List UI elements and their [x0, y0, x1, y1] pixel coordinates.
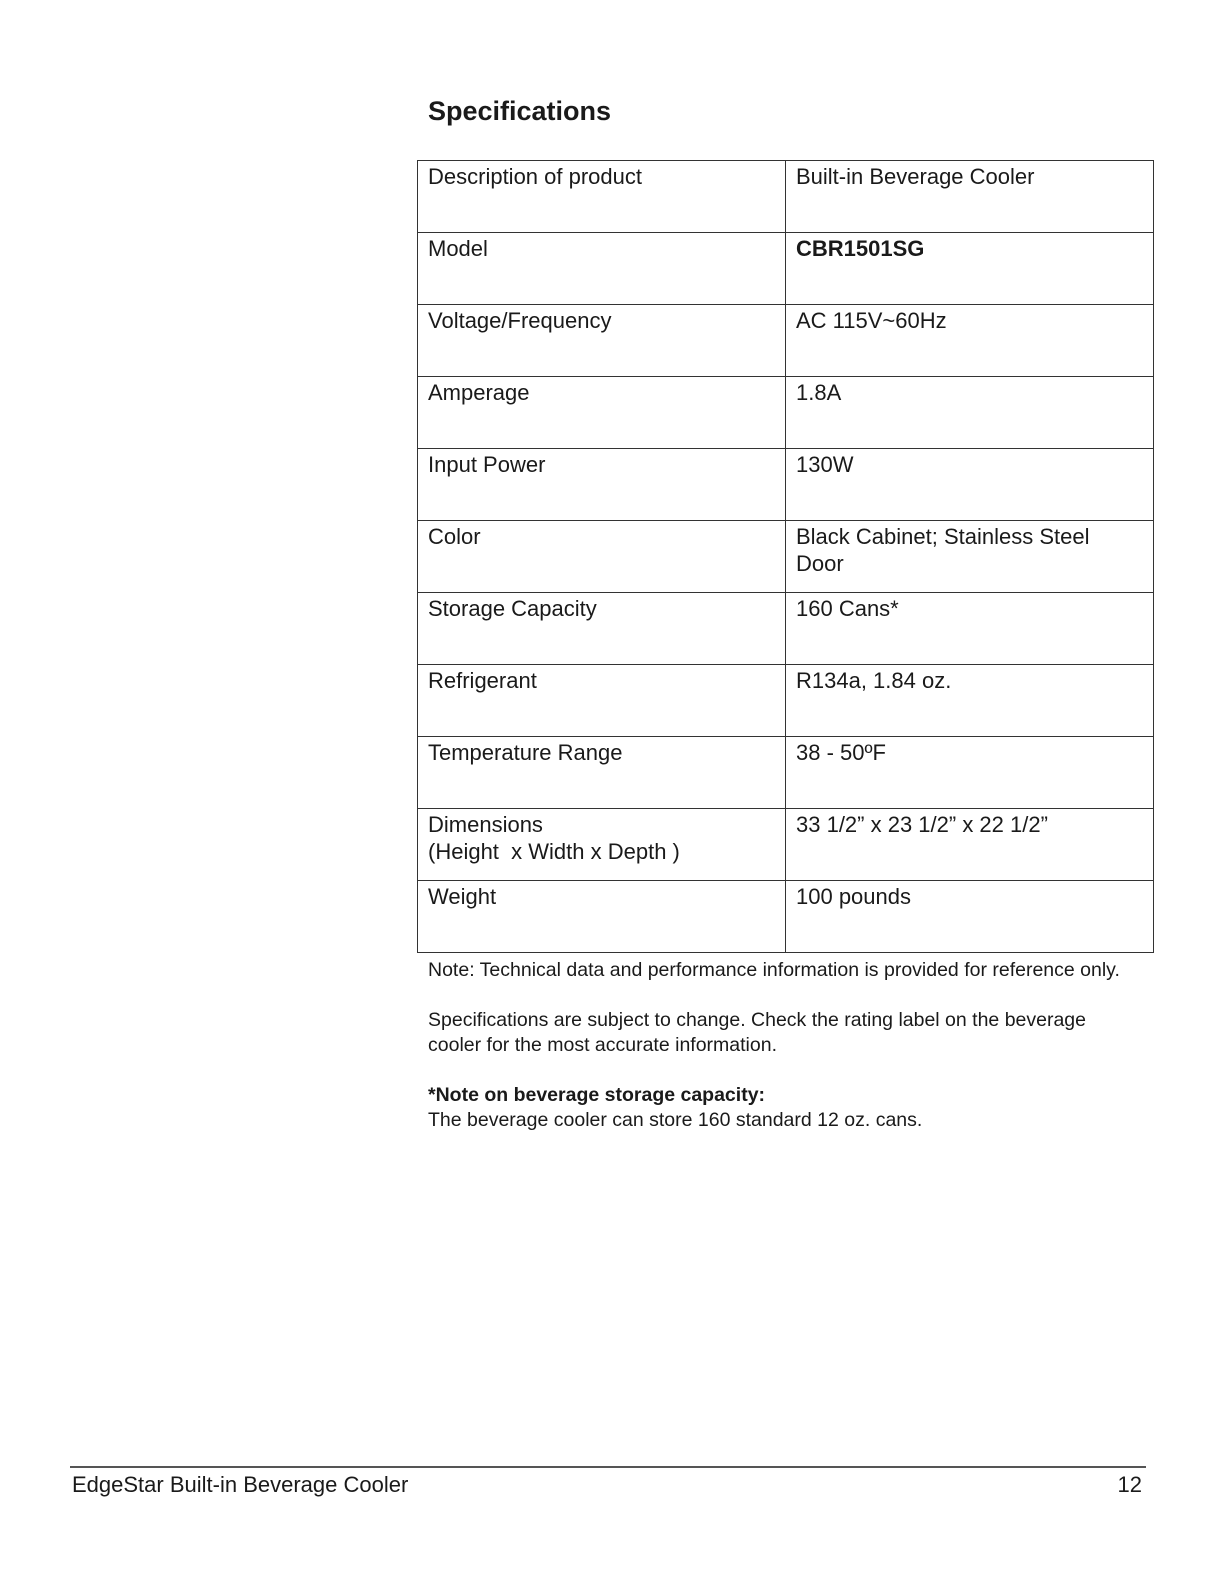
- table-row: [418, 305, 1154, 377]
- table-row: [418, 881, 1154, 953]
- spec-label: Dimensions: [428, 812, 543, 837]
- spec-value: Black Cabinet; Stainless Steel Door: [786, 521, 1154, 593]
- spec-label: Temperature Range: [418, 737, 786, 809]
- spec-value-model: CBR1501SG: [786, 233, 1154, 305]
- spec-label: Color: [418, 521, 786, 593]
- capacity-note-heading: *Note on beverage storage capacity:: [428, 1084, 766, 1106]
- table-row: [418, 377, 1154, 449]
- table-row: [418, 809, 1154, 881]
- spec-label: Weight: [418, 881, 786, 953]
- spec-value: 33 1/2” x 23 1/2” x 22 1/2”: [786, 809, 1154, 881]
- spec-label-cell: [418, 809, 786, 881]
- notes-section: [428, 958, 1128, 1158]
- specifications-table: [417, 160, 1154, 953]
- spec-value: Built-in Beverage Cooler: [786, 161, 1154, 233]
- spec-label: Description of product: [418, 161, 786, 233]
- technical-note: Note: Technical data and performance information is provided for reference only.: [428, 959, 1120, 981]
- table-row: [418, 521, 1154, 593]
- spec-label: Storage Capacity: [418, 593, 786, 665]
- change-note: Specifications are subject to change. Check the rating label on the beverage cooler for the most accurate information.: [428, 1009, 1087, 1056]
- capacity-note-text: The beverage cooler can store 160 standard 12 oz. cans.: [428, 1109, 923, 1131]
- spec-label: Voltage/Frequency: [418, 305, 786, 377]
- spec-value: 130W: [786, 449, 1154, 521]
- spec-label: Input Power: [418, 449, 786, 521]
- table-row: [418, 737, 1154, 809]
- spec-label: Refrigerant: [418, 665, 786, 737]
- capacity-note: [428, 1083, 1128, 1133]
- spec-value: 100 pounds: [786, 881, 1154, 953]
- spec-label: Amperage: [418, 377, 786, 449]
- spec-sublabel: (Height x Width x Depth ): [428, 839, 680, 864]
- spec-value: 1.8A: [786, 377, 1154, 449]
- table-row: [418, 233, 1154, 305]
- spec-value: R134a, 1.84 oz.: [786, 665, 1154, 737]
- spec-value: AC 115V~60Hz: [786, 305, 1154, 377]
- table-row: [418, 593, 1154, 665]
- page-title: Specifications: [428, 96, 612, 126]
- spec-label: Model: [418, 233, 786, 305]
- spec-value: 160 Cans*: [786, 593, 1154, 665]
- table-row: [418, 161, 1154, 233]
- spec-value: 38 - 50ºF: [786, 737, 1154, 809]
- footer-divider: [70, 1466, 1146, 1468]
- page-number: 12: [1117, 1472, 1142, 1497]
- footer-title: EdgeStar Built-in Beverage Cooler: [72, 1472, 409, 1497]
- table-row: [418, 449, 1154, 521]
- table-row: [418, 665, 1154, 737]
